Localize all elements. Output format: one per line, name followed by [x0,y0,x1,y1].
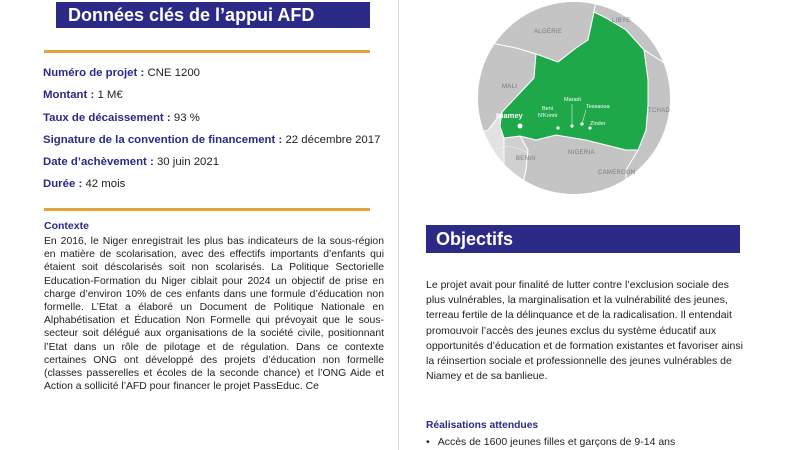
city-beni: Beni [542,106,554,112]
city-niamey: Niamey [496,111,523,120]
column-divider [398,0,399,450]
label-libye: LIBYE [612,18,631,24]
city-tessaoua: Tessaoua [586,104,610,110]
label-nigeria: NIGERIA [568,150,595,156]
fact-duration: Durée : 42 mois [43,178,126,191]
city-nkonni: N'Konni [538,113,558,119]
fact-signature-date: Signature de la convention de financement : 22 décembre 2017 [43,133,381,146]
label-tchad: TCHAD [648,108,671,114]
objectifs-paragraph: Le projet avait pour finalité de lutter contre l’exclusion sociale des plus vulnérables, la marginalisation et la vulnérabilité des jeunes, terreau fertile de la délinquance et de la radicalisation. Il entendait promouvoir l’accès des jeunes exclus du système éducatif aux opportunités d’éducation et de formation existantes et favoriser ainsi la réinsertion sociale et professionnelle des jeunes vulnérables de Niamey et de sa banlieue. [426,279,743,383]
marker-niamey [518,124,523,129]
city-zinder: Zinder [590,121,606,127]
label-algerie: ALGÉRIE [534,29,563,35]
city-maradi: Maradi [564,97,581,103]
list-item: • Accès de 1600 jeunes filles et garçons de 9-14 ans [426,435,756,449]
label-benin: BENIN [516,156,536,162]
key-data-top-rule [44,50,370,53]
contexte-title: Contexte [44,220,89,232]
label-mali: MALI [502,84,518,90]
benin-shape [504,136,528,196]
fact-disbursement-rate: Taux de décaissement : 93 % [43,111,200,124]
label-cameroun: CAMEROUN [598,170,636,176]
realisations-title: Réalisations attendues [426,420,539,431]
marker-beni-nkonni [556,126,559,129]
fact-completion-date: Date d’achèvement : 30 juin 2021 [43,156,220,169]
objectifs-title: Objectifs [426,225,740,253]
fact-project-number: Numéro de projet : CNE 1200 [43,67,201,79]
fact-amount: Montant : 1 M€ [43,89,123,102]
key-data-title: Données clés de l’appui AFD [56,2,370,28]
contexte-paragraph: En 2016, le Niger enregistrait les plus bas indicateurs de la sous-région en matière de scolarisation, avec des effectifs importants d’enfants qui étaient soit déscolarisés soit non scolarisés. La Politique Sectorielle Education-Formation du Niger ciblait pour 2024 un objectif de prise en charge d’environ 10% de ces enfants dans une formule d’éducation non formelle. L’Etat a élaboré un Document de Politique Nationale en Alphabétisation et Éducation Non Formelle qui prévoyait que le sous-secteur soit délégué aux organisations de la société civile, positionnant l’Etat dans un rôle de pilotage et de régulation. Dans ce contexte certaines ONG ont développé des projets d’éducation non formelle (classes passerelles et écoles de la seconde chance) et l’ONG Aide et Action a sollicité l’AFD pour financer le projet PassEduc. Ce [44,236,384,393]
realisations-list [426,435,756,449]
key-data-bottom-rule [44,208,370,211]
niger-map [476,0,672,196]
key-data-list [43,62,393,196]
